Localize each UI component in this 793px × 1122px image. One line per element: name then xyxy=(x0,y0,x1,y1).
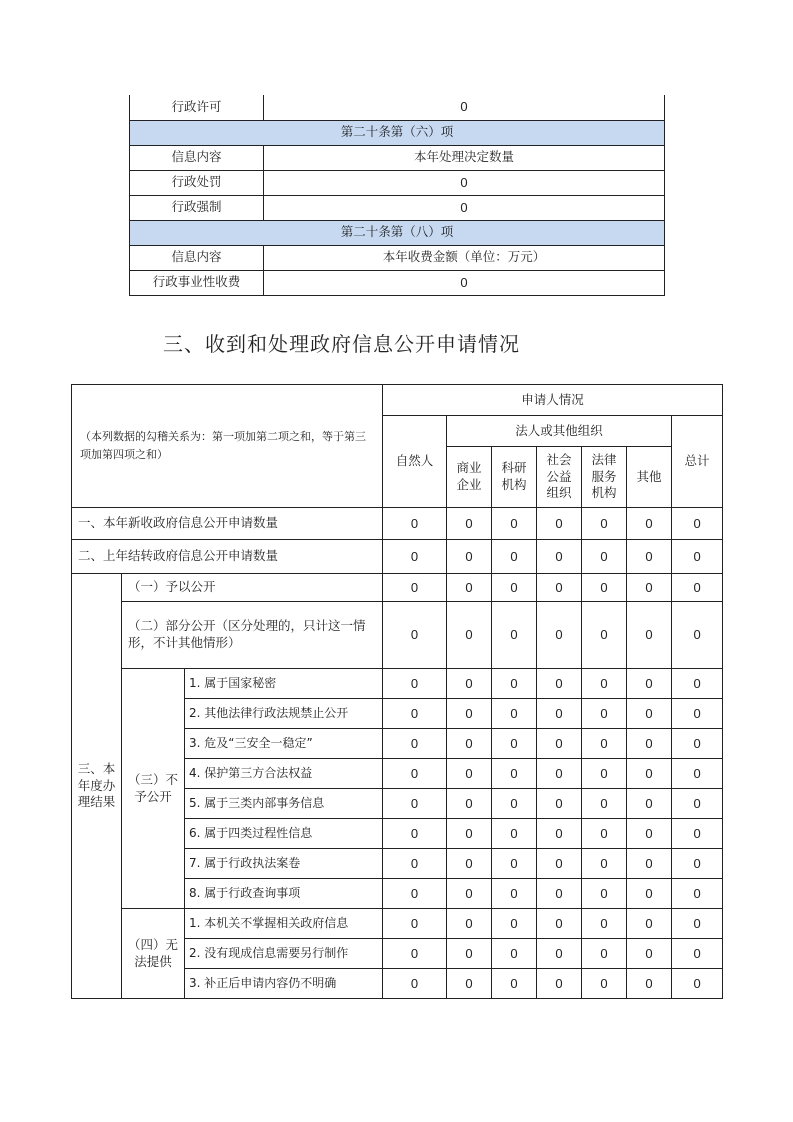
header-row xyxy=(72,385,723,416)
count-cell: 0 xyxy=(383,819,447,849)
count-cell: 0 xyxy=(672,669,723,699)
count-cell: 0 xyxy=(582,540,627,574)
applicant-header: 申请人情况 xyxy=(383,385,723,416)
count-cell: 0 xyxy=(627,819,672,849)
row-label: 行政强制 xyxy=(130,195,264,220)
count-cell: 0 xyxy=(672,969,723,999)
row-label: （二）部分公开（区分处理的，只计这一情形，不计其他情形） xyxy=(122,602,383,669)
count-cell: 0 xyxy=(627,849,672,879)
top-stats-table xyxy=(129,95,665,296)
count-cell: 0 xyxy=(672,759,723,789)
section-title: 三、收到和处理政府信息公开申请情况 xyxy=(163,332,520,356)
application-stats-table xyxy=(71,384,723,999)
count-cell: 0 xyxy=(383,759,447,789)
count-cell: 0 xyxy=(537,574,582,602)
count-cell: 0 xyxy=(447,819,492,849)
count-cell: 0 xyxy=(537,540,582,574)
count-cell: 0 xyxy=(627,602,672,669)
count-cell: 0 xyxy=(537,849,582,879)
count-cell: 0 xyxy=(447,540,492,574)
count-cell: 0 xyxy=(447,909,492,939)
count-cell: 0 xyxy=(383,789,447,819)
count-cell: 0 xyxy=(492,669,537,699)
legal-org-header: 法人或其他组织 xyxy=(447,416,672,447)
section-header-row xyxy=(130,220,665,245)
count-cell: 0 xyxy=(627,669,672,699)
count-cell: 0 xyxy=(383,540,447,574)
row-label: 一、本年新收政府信息公开申请数量 xyxy=(72,508,383,540)
count-cell: 0 xyxy=(582,574,627,602)
row-value: 0 xyxy=(264,270,665,295)
col-total: 总计 xyxy=(672,416,723,508)
count-cell: 0 xyxy=(537,819,582,849)
count-cell: 0 xyxy=(447,759,492,789)
col-natural-person: 自然人 xyxy=(383,416,447,508)
count-cell: 0 xyxy=(672,909,723,939)
table-row xyxy=(72,602,723,669)
count-cell: 0 xyxy=(537,729,582,759)
count-cell: 0 xyxy=(492,602,537,669)
row-label: 行政事业性收费 xyxy=(130,270,264,295)
reason-label: 6. 属于四类过程性信息 xyxy=(185,819,383,849)
row-label: 行政许可 xyxy=(130,95,264,120)
count-cell: 0 xyxy=(537,669,582,699)
table-row xyxy=(130,95,665,120)
count-cell: 0 xyxy=(492,819,537,849)
row-label: 信息内容 xyxy=(130,245,264,270)
count-cell: 0 xyxy=(582,729,627,759)
count-cell: 0 xyxy=(537,969,582,999)
count-cell: 0 xyxy=(537,909,582,939)
row-value: 0 xyxy=(264,170,665,195)
count-cell: 0 xyxy=(383,849,447,879)
reason-label: 3. 补正后申请内容仍不明确 xyxy=(185,969,383,999)
section-header: 第二十条第（八）项 xyxy=(130,220,665,245)
reason-label: 1. 属于国家秘密 xyxy=(185,669,383,699)
count-cell: 0 xyxy=(383,969,447,999)
table-row xyxy=(130,145,665,170)
reason-label: 7. 属于行政执法案卷 xyxy=(185,849,383,879)
count-cell: 0 xyxy=(627,939,672,969)
reason-label: 5. 属于三类内部事务信息 xyxy=(185,789,383,819)
row-label: 信息内容 xyxy=(130,145,264,170)
count-cell: 0 xyxy=(672,939,723,969)
count-cell: 0 xyxy=(537,789,582,819)
note-cell: （本列数据的勾稽关系为：第一项加第二项之和，等于第三项加第四项之和） xyxy=(72,385,383,508)
count-cell: 0 xyxy=(447,789,492,819)
count-cell: 0 xyxy=(492,789,537,819)
section-header: 第二十条第（六）项 xyxy=(130,120,665,145)
count-cell: 0 xyxy=(627,909,672,939)
count-cell: 0 xyxy=(492,909,537,939)
count-cell: 0 xyxy=(582,909,627,939)
count-cell: 0 xyxy=(383,669,447,699)
count-cell: 0 xyxy=(537,759,582,789)
count-cell: 0 xyxy=(627,789,672,819)
count-cell: 0 xyxy=(447,508,492,540)
count-cell: 0 xyxy=(492,729,537,759)
reason-label: 2. 其他法律行政法规禁止公开 xyxy=(185,699,383,729)
count-cell: 0 xyxy=(383,939,447,969)
count-cell: 0 xyxy=(383,508,447,540)
count-cell: 0 xyxy=(537,699,582,729)
count-cell: 0 xyxy=(447,669,492,699)
table-row xyxy=(130,245,665,270)
count-cell: 0 xyxy=(627,574,672,602)
count-cell: 0 xyxy=(582,789,627,819)
count-cell: 0 xyxy=(383,909,447,939)
count-cell: 0 xyxy=(537,602,582,669)
count-cell: 0 xyxy=(672,849,723,879)
count-cell: 0 xyxy=(672,879,723,909)
cannot-provide-group: （四）无法提供 xyxy=(122,909,185,999)
count-cell: 0 xyxy=(447,602,492,669)
section-header-row xyxy=(130,120,665,145)
reason-label: 2. 没有现成信息需要另行制作 xyxy=(185,939,383,969)
count-cell: 0 xyxy=(582,699,627,729)
col-social-org: 社会公益组织 xyxy=(537,447,582,508)
count-cell: 0 xyxy=(672,602,723,669)
count-cell: 0 xyxy=(672,574,723,602)
table-row xyxy=(72,540,723,574)
row-label: （一）予以公开 xyxy=(122,574,383,602)
count-cell: 0 xyxy=(492,699,537,729)
count-cell: 0 xyxy=(383,574,447,602)
count-cell: 0 xyxy=(672,729,723,759)
count-cell: 0 xyxy=(627,729,672,759)
table-row xyxy=(72,669,723,699)
count-cell: 0 xyxy=(537,939,582,969)
row-value: 本年处理决定数量 xyxy=(264,145,665,170)
row-value: 本年收费金额（单位：万元） xyxy=(264,245,665,270)
row-value: 0 xyxy=(264,195,665,220)
count-cell: 0 xyxy=(492,879,537,909)
table-row xyxy=(130,170,665,195)
count-cell: 0 xyxy=(447,729,492,759)
col-commercial: 商业企业 xyxy=(447,447,492,508)
table-row xyxy=(72,574,723,602)
count-cell: 0 xyxy=(537,879,582,909)
count-cell: 0 xyxy=(582,849,627,879)
table-row xyxy=(72,909,723,939)
row-label: 行政处罚 xyxy=(130,170,264,195)
count-cell: 0 xyxy=(447,939,492,969)
count-cell: 0 xyxy=(492,939,537,969)
reason-label: 3. 危及“三安全一稳定” xyxy=(185,729,383,759)
count-cell: 0 xyxy=(383,729,447,759)
count-cell: 0 xyxy=(672,508,723,540)
count-cell: 0 xyxy=(492,759,537,789)
count-cell: 0 xyxy=(537,508,582,540)
count-cell: 0 xyxy=(672,699,723,729)
count-cell: 0 xyxy=(672,540,723,574)
count-cell: 0 xyxy=(582,879,627,909)
count-cell: 0 xyxy=(492,849,537,879)
count-cell: 0 xyxy=(447,574,492,602)
count-cell: 0 xyxy=(582,819,627,849)
count-cell: 0 xyxy=(582,669,627,699)
count-cell: 0 xyxy=(627,699,672,729)
table-row xyxy=(130,270,665,295)
count-cell: 0 xyxy=(627,508,672,540)
count-cell: 0 xyxy=(383,879,447,909)
count-cell: 0 xyxy=(492,574,537,602)
count-cell: 0 xyxy=(447,969,492,999)
reason-label: 8. 属于行政查询事项 xyxy=(185,879,383,909)
count-cell: 0 xyxy=(383,699,447,729)
table-row xyxy=(72,508,723,540)
count-cell: 0 xyxy=(672,789,723,819)
count-cell: 0 xyxy=(492,969,537,999)
count-cell: 0 xyxy=(582,759,627,789)
count-cell: 0 xyxy=(447,849,492,879)
count-cell: 0 xyxy=(582,602,627,669)
reason-label: 4. 保护第三方合法权益 xyxy=(185,759,383,789)
row-label: 二、上年结转政府信息公开申请数量 xyxy=(72,540,383,574)
col-legal-service: 法律服务机构 xyxy=(582,447,627,508)
count-cell: 0 xyxy=(582,508,627,540)
count-cell: 0 xyxy=(627,969,672,999)
count-cell: 0 xyxy=(447,699,492,729)
count-cell: 0 xyxy=(447,879,492,909)
row-value: 0 xyxy=(264,95,665,120)
result-group-label: 三、本年度办理结果 xyxy=(72,574,122,999)
count-cell: 0 xyxy=(383,602,447,669)
count-cell: 0 xyxy=(627,759,672,789)
count-cell: 0 xyxy=(492,540,537,574)
col-other: 其他 xyxy=(627,447,672,508)
count-cell: 0 xyxy=(582,939,627,969)
count-cell: 0 xyxy=(582,969,627,999)
not-disclosed-group: （三）不予公开 xyxy=(122,669,185,909)
count-cell: 0 xyxy=(627,540,672,574)
reason-label: 1. 本机关不掌握相关政府信息 xyxy=(185,909,383,939)
col-research: 科研机构 xyxy=(492,447,537,508)
count-cell: 0 xyxy=(492,508,537,540)
count-cell: 0 xyxy=(627,879,672,909)
table-row xyxy=(130,195,665,220)
count-cell: 0 xyxy=(672,819,723,849)
